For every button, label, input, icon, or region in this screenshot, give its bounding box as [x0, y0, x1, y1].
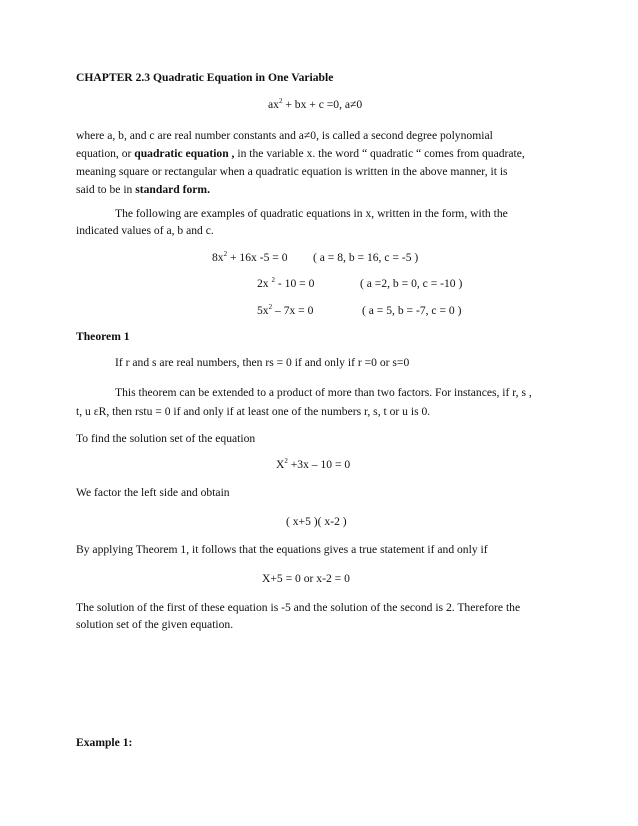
- factor-line: We factor the left side and obtain: [76, 486, 230, 499]
- example-equation-2: 2x $^2$ - 10 = 0: [257, 276, 315, 290]
- apply-theorem-line: By applying Theorem 1, it follows that the equations gives a true statement if and only if: [76, 543, 488, 556]
- solution-line1: The solution of the first of these equation is -5 and the solution of the second is 2. Therefore the: [76, 601, 521, 614]
- factor-equations: X+5 = 0 or x-2 = 0: [262, 572, 350, 585]
- factored-expression: ( x+5 )( x-2 ): [286, 515, 347, 528]
- solution-line2: solution set of the given equation.: [76, 618, 234, 631]
- chapter-heading: CHAPTER 2.3 Quadratic Equation in One Variable: [76, 71, 334, 84]
- para1-line1: where a, b, and c are real number constants and a≠0, is called a second degree polynomial: [76, 129, 493, 142]
- para1-line4: said to be in standard form.: [76, 183, 210, 196]
- example-values-1: ( a = 8, b = 16, c = -5 ): [313, 251, 419, 264]
- para1-line2: equation, or quadratic equation , in the variable x. the word “ quadratic “ comes from quadrate,: [76, 147, 525, 160]
- para1-line3: meaning square or rectangular when a quadratic equation is written in the above manner, it is: [76, 165, 508, 178]
- standard-form-term: standard form.: [135, 183, 210, 196]
- theorem-title: Theorem 1: [76, 330, 130, 343]
- para2-line1: The following are examples of quadratic equations in x, written in the form, with the: [115, 207, 508, 220]
- general-form-equation: $ax^2$ + bx + c =0, a≠0: [268, 97, 363, 111]
- example-equation-3: $5x^2 - 7x = 0$: [257, 303, 314, 317]
- equation-to-solve: $X^2 +3x - 10 = 0$: [276, 457, 351, 471]
- example-values-2: ( a =2, b = 0, c = -10 ): [360, 277, 463, 290]
- extension-line2: t, u εR, then rstu = 0 if and only if at least one of the numbers r, s, t or u is 0.: [76, 405, 431, 418]
- extension-line1: This theorem can be extended to a product of more than two factors. For instances, if r, s ,: [115, 386, 532, 399]
- find-solution-line: To find the solution set of the equation: [76, 432, 256, 445]
- example-values-3: ( a = 5, b = -7, c = 0 ): [362, 304, 462, 317]
- theorem-statement: If r and s are real numbers, then rs = 0 if and only if r =0 or s=0: [115, 356, 410, 369]
- para2-line2: indicated values of a, b and c.: [76, 224, 214, 237]
- example-equation-1: $8x^2 + 16x$ -5 = 0: [212, 250, 288, 264]
- example-1-label: Example 1:: [76, 736, 133, 749]
- quadratic-equation-term: quadratic equation ,: [134, 147, 235, 160]
